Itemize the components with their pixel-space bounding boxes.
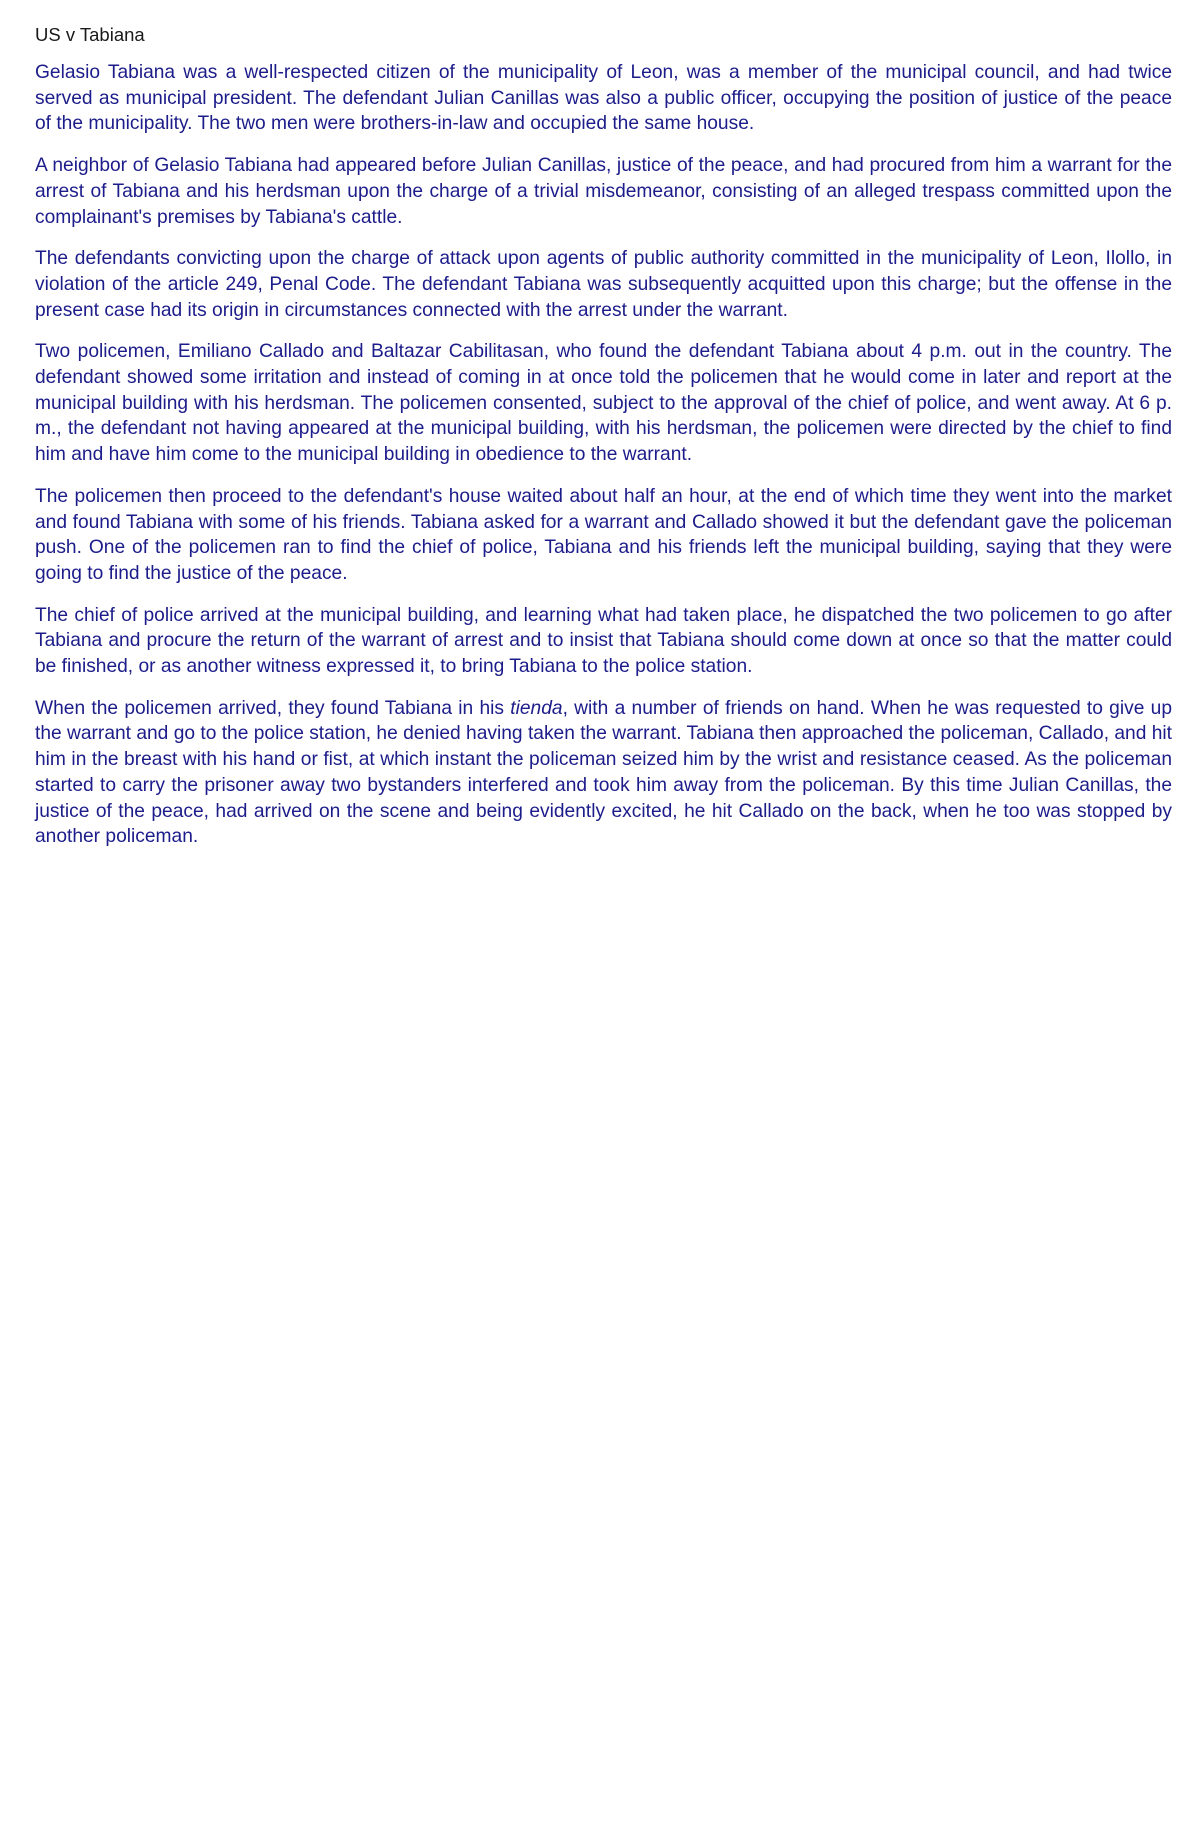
paragraph-1: Gelasio Tabiana was a well-respected citizen of the municipality of Leon, was a member of the municipal council, and had twice served as municipal president. The defendant Julian Canillas was also a public officer, occupying the position of justice of the peace of the municipality. The two men were brothers-in-law and occupied the same house.: [35, 62, 1172, 135]
paragraph-7-text-end: , with a number of friends on hand. When he was requested to give up the warrant and go to the police station, he denied having taken the warrant. Tabiana then approached the policeman, Callado, and hit him in the breast with his hand or fist, at which instant the policeman seized him by the wrist and resistance ceased. As the policeman started to carry the prisoner away two bystanders interfered and took him away from the policeman. By this time Julian Canillas, the justice of the peace, had arrived on the scene and being evidently excited, he hit Callado on the back, when he too was stopped by another policeman.: [35, 697, 1172, 848]
paragraph-7: [35, 696, 1172, 850]
paragraph-7-italic-term: tienda: [510, 697, 563, 719]
paragraph-7-text-start: When the policemen arrived, they found Tabiana in his: [35, 697, 511, 719]
paragraph-5: The policemen then proceed to the defendant's house waited about half an hour, at the end of which time they went into the market and found Tabiana with some of his friends. Tabiana asked for a warrant and Callado showed it but the defendant gave the policeman push. One of the policemen ran to find the chief of police, Tabiana and his friends left the municipal building, saying that they were going to find the justice of the peace.: [35, 485, 1172, 584]
paragraph-6: The chief of police arrived at the municipal building, and learning what had taken place, he dispatched the two policemen to go after Tabiana and procure the return of the warrant of arrest and to insist that Tabiana should come down at once so that the matter could be finished, or as another witness expressed it, to bring Tabiana to the police station.: [35, 604, 1172, 678]
paragraph-3: The defendants convicting upon the charge of attack upon agents of public authority committed in the municipality of Leon, Ilollo, in violation of the article 249, Penal Code. The defendant Tabiana was subsequently acquitted upon this charge; but the offense in the present case had its origin in circumstances connected with the arrest under the warrant.: [35, 248, 1172, 321]
paragraph-2: A neighbor of Gelasio Tabiana had appeared before Julian Canillas, justice of the peace, and had procured from him a warrant for the arrest of Tabiana and his herdsman upon the charge of a trivial misdemeanor, consisting of an alleged trespass committed upon the complainant's premises by Tabiana's cattle.: [35, 155, 1172, 228]
document-title: US v Tabiana: [35, 24, 145, 45]
paragraph-4: Two policemen, Emiliano Callado and Baltazar Cabilitasan, who found the defendant Tabiana about 4 p.m. out in the country. The defendant showed some irritation and instead of coming in at once told the policemen that he would come in later and report at the municipal building with his herdsman. The policemen consented, subject to the approval of the chief of police, and went away. At 6 p. m., the defendant not having appeared at the municipal building, with his herdsman, the policemen were directed by the chief to find him and have him come to the municipal building in obedience to the warrant.: [35, 341, 1172, 466]
document-body: [35, 22, 1172, 866]
